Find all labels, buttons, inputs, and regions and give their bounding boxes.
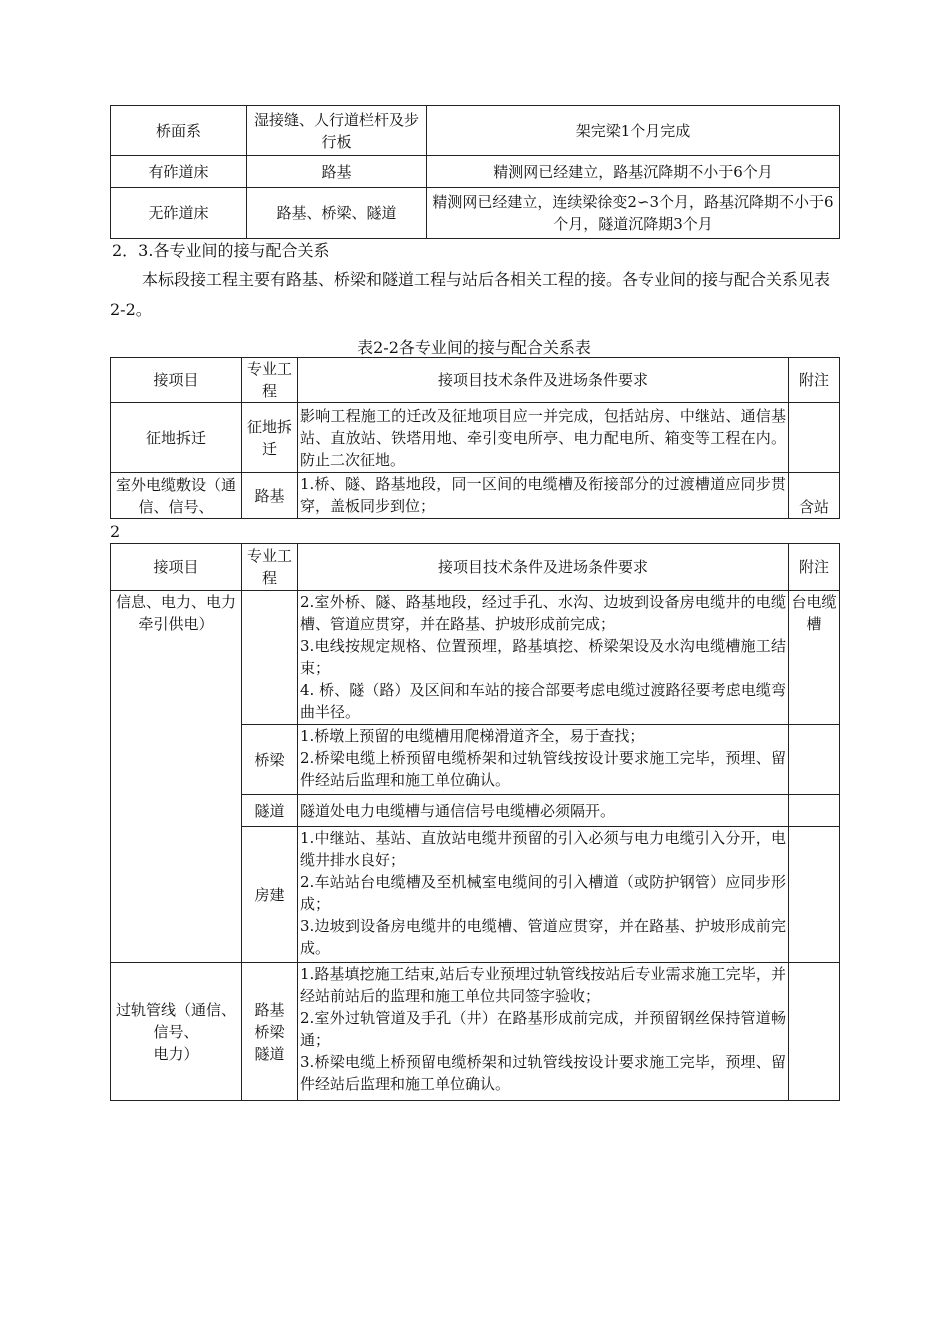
table-cell: [111, 963, 242, 1101]
table-cell: 信息、电力、电力牵引供电）: [111, 591, 242, 963]
requirement-line: 2.室外桥、隧、路基地段，经过手孔、水沟、边坡到设备房电缆井的电缆槽、管道应贯穿，并在路基、护坡形成前完成；: [300, 593, 786, 633]
section-heading: 2．3.各专业间的接与配合关系: [112, 241, 330, 260]
table-row: [111, 106, 840, 156]
table-row: [111, 591, 840, 725]
table-cell: 桥面系: [111, 106, 247, 156]
requirement-line: 3.电线按规定规格、位置预埋，路基填挖、桥梁架设及水沟电缆槽施工结束；: [300, 637, 786, 677]
requirement-line: 1.中继站、基站、直放站电缆井预留的引入必须与电力电缆引入分开，电缆井排水良好；: [300, 829, 786, 869]
requirement-line: 2.车站站台电缆槽及至机械室电缆间的引入槽道（或防护钢管）应同步形成；: [300, 873, 786, 913]
table-cell: [242, 963, 298, 1101]
table-header-row: [111, 358, 840, 403]
header-requirements: 接项目技术条件及进场条件要求: [298, 358, 789, 403]
major-line: 路基: [254, 1000, 285, 1019]
table-cell: 隧道处电力电缆槽与通信信号电缆槽必须隔开。: [298, 795, 789, 827]
table-cell: 无砟道床: [111, 188, 247, 239]
major-line: 桥梁: [254, 1022, 285, 1041]
table-cell: 路基、桥梁、隧道: [247, 188, 427, 239]
table-cell: 隧道: [242, 795, 298, 827]
table-cell: [789, 795, 840, 827]
table-row: [111, 188, 840, 239]
table-cell: 影响工程施工的迁改及征地项目应一并完成，包括站房、中继站、通信基站、直放站、铁塔用地、牵引变电所亭、电力配电所、箱变等工程在内。防止二次征地。: [298, 403, 789, 473]
major-line: 隧道: [254, 1044, 285, 1063]
table-cell: [789, 403, 840, 473]
table-cell: 精测网已经建立，连续梁徐变2∽3个月，路基沉降期不小于6个月，隧道沉降期3个月: [427, 188, 840, 239]
requirement-line: 2.桥梁电缆上桥预留电缆桥架和过轨管线按设计要求施工完毕，预埋、留件经站后监理和施工单位确认。: [300, 749, 786, 789]
header-item: 接项目: [111, 358, 242, 403]
requirement-line: 3.边坡到设备房电缆井的电缆槽、管道应贯穿，并在路基、护坡形成前完成。: [300, 917, 786, 957]
requirement-line: 1.路基填挖施工结束,站后专业预埋过轨管线按站后专业需求施工完毕，并经站前站后的监理和施工单位共同签字验收；: [300, 965, 786, 1005]
requirement-line: 3.桥梁电缆上桥预留电缆桥架和过轨管线按设计要求施工完毕，预埋、留件经站后监理和施工单位确认。: [300, 1053, 786, 1093]
table-cell: 室外电缆敷设（通信、信号、: [111, 473, 242, 519]
header-note: 附注: [789, 358, 840, 403]
header-major: 专业工程: [242, 544, 298, 591]
interface-table-part1: [110, 357, 840, 519]
requirement-line: 1.桥墩上预留的电缆槽用爬梯滑道齐全，易于查找；: [300, 727, 645, 745]
requirement-line: 2.室外过轨管道及手孔（井）在路基形成前完成，并预留钢丝保持管道畅通；: [300, 1009, 786, 1049]
table-cell: [789, 725, 840, 795]
table-cell: 征地拆迁: [242, 403, 298, 473]
table-cell: 有砟道床: [111, 156, 247, 188]
table-cell: [789, 827, 840, 963]
table-cell: 路基: [247, 156, 427, 188]
table-row: [111, 473, 840, 519]
item-line: 信号、: [153, 1022, 199, 1041]
table-cell: [242, 591, 298, 725]
requirement-line: 4. 桥、隧（路）及区间和车站的接合部要考虑电缆过渡路径要考虑电缆弯曲半径。: [300, 681, 786, 721]
body-paragraph: 本标段接工程主要有路基、桥梁和隧道工程与站后各相关工程的接。各专业间的接与配合关系见表2-2。: [110, 270, 831, 319]
table-row: [111, 156, 840, 188]
header-item: 接项目: [111, 544, 242, 591]
table-cell: 架完梁1个月完成: [427, 106, 840, 156]
table-cell: 湿接缝、人行道栏杆及步行板: [247, 106, 427, 156]
item-line: 过轨管线（通信、: [115, 1000, 236, 1019]
table-caption: 表2-2各专业间的接与配合关系表: [357, 338, 591, 357]
table-cell: [298, 827, 789, 963]
header-requirements: 接项目技术条件及进场条件要求: [298, 544, 789, 591]
table-cell: 1.桥、隧、路基地段，同一区间的电缆槽及衔接部分的过渡槽道应同步贯穿，盖板同步到位；: [298, 473, 789, 519]
table-cell: 桥梁: [242, 725, 298, 795]
table-cell: 征地拆迁: [111, 403, 242, 473]
header-note: 附注: [789, 544, 840, 591]
item-line: 电力）: [153, 1044, 199, 1063]
table-row: [111, 403, 840, 473]
table-cell: 路基: [242, 473, 298, 519]
header-major: 专业工程: [242, 358, 298, 403]
table-cell: [298, 591, 789, 725]
table-row: [111, 963, 840, 1101]
table-cell: [298, 963, 789, 1101]
table-header-row: [111, 544, 840, 591]
table-cell: [789, 963, 840, 1101]
table-cell: 精测网已经建立，路基沉降期不小于6个月: [427, 156, 840, 188]
interface-table-part2: [110, 543, 840, 1101]
page-number: 2: [110, 522, 121, 541]
table-cell: 台电缆槽: [789, 591, 840, 725]
table-cell: [298, 725, 789, 795]
schedule-table: [110, 105, 840, 239]
table-cell: 含站: [789, 473, 840, 519]
table-cell: 房建: [242, 827, 298, 963]
